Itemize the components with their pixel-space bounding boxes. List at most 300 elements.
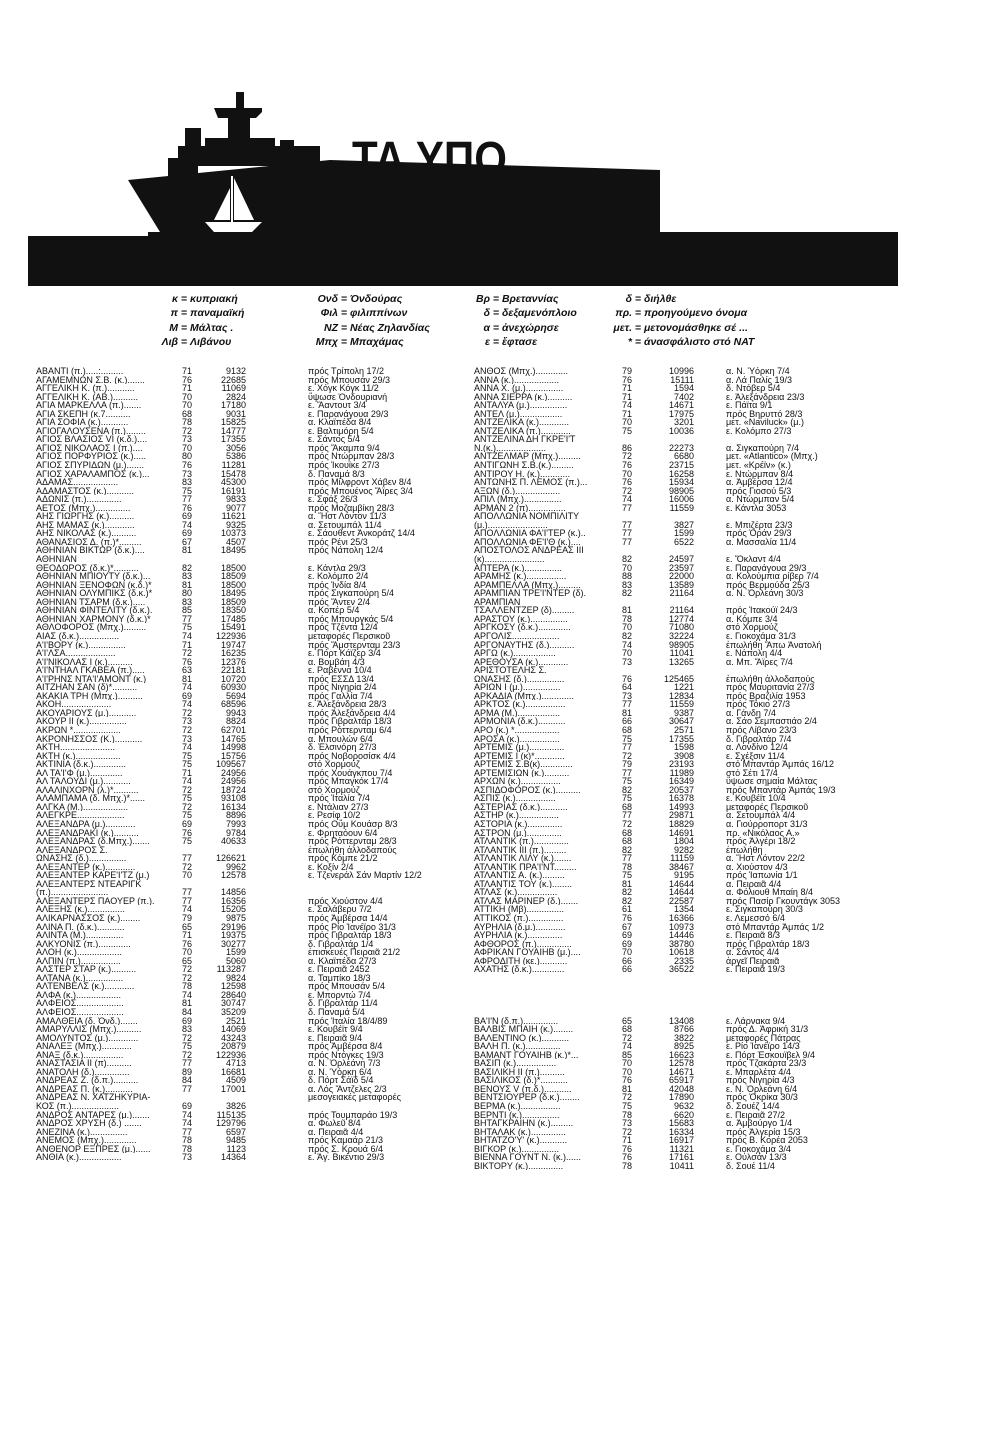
vessel-name: ΘΕΟΔΩΡΟΣ (δ.κ.)*.......... [36,563,139,573]
vessel-year: 74 [181,742,192,753]
vessel-year: 79 [621,759,632,770]
vessel-year: 74 [621,1041,632,1052]
legend-key: α [483,321,490,334]
vessel-entry [474,1111,974,1120]
vessel-year: 72 [621,750,632,761]
vessel-status: πρός Ρένι 25/3 [308,536,368,547]
vessel-entry [36,683,476,692]
vessel-status: α. Ἥστ Λόντον 22/2 [726,853,805,864]
vessel-entry [474,1128,974,1137]
vessel-status: δ. Παναμά 8/3 [308,468,365,479]
vessel-name: ΑΓΙΟΣ ΧΑΡΑΛΑΜΠΟΣ (κ.)... [36,469,150,479]
vessel-year: 72 [621,451,632,462]
vessel-name: ΑΛΕΞΑΝΤΕΡ ΚΑΡΕ'Ι'ΤΖ (μ.) [36,871,150,880]
vessel-status: ὕψωσε σημαία Μάλτας [726,776,818,787]
vessel-status: α. Σάντος 4/4 [726,947,780,958]
vessel-year: 71 [181,639,192,650]
vessel-year: 77 [181,1058,192,1069]
vessel-entry [36,999,476,1008]
vessel-entry [36,923,476,932]
vessel-name: ΑΚΟΗ.................... [36,700,112,709]
vessel-entry [36,743,476,752]
vessel-tonnage: 10973 [668,921,694,932]
vessel-tonnage: 42048 [668,1083,694,1094]
vessel-name: ΒΑΣΙΛΙΚΗ ΙΙ (π.).......... [474,1067,565,1077]
legend-key: ΝΖ [324,321,338,334]
vessel-tonnage: 9387 [673,707,694,718]
vessel-entry [36,546,476,555]
vessel-status: α. Λονδίνο 12/4 [726,742,788,753]
vessel-entry [474,1076,974,1085]
vessel-status: ε. Ντάλιαν 27/3 [308,801,369,812]
vessel-status: δ. Γιβραλτάρ 7/4 [726,733,792,744]
vessel-year: 71 [621,391,632,402]
legend-row [138,306,244,320]
vessel-year: 81 [181,545,192,556]
vessel-year: 75 [621,425,632,436]
vessel-name: ΑΡΑΜΠΙΑΝ [474,597,521,607]
vessel-entry [474,1136,974,1145]
vessel-year: 76 [181,938,192,949]
vessel-tonnage: 10373 [220,528,246,539]
vessel-entry [36,529,476,538]
vessel-tonnage: 30647 [668,716,694,727]
vessel-entry [474,555,974,564]
vessel-year: 77 [181,895,192,906]
vessel-entry [474,435,974,444]
vessel-name: ΑΝΔΡΟΣ ΧΡΥΣΗ (δ.) ....... [36,1119,142,1128]
vessel-name: ΑΘΗΝΙΑΝ ΤΣΑΡΜ (δ.κ.)..... [36,597,146,607]
vessel-status: α. Ἥστ Λόντον 11/3 [308,511,387,522]
vessel-name: ΑΚΡΩΝ *................... [36,725,121,735]
vessel-year: 76 [181,374,192,385]
vessel-entry [36,444,476,453]
vessel-name: ΑΝΝΑ ΣΙΕΡΡΑ (κ.).......... [474,392,573,402]
vessel-tonnage: 9784 [225,827,246,838]
vessel-tonnage: 9195 [673,870,694,881]
vessel-status: πρός Γαλλία 7/4 [308,690,373,701]
vessel-name: ΑΡΓΚΟΣΥ (δ.κ.)............. [474,623,571,632]
vessel-status: ε. Ἁγ. Βικέντιο 29/3 [308,1152,385,1163]
vessel-name: ΑΚΟΥΡ ΙΙ (κ.)............... [36,717,127,726]
vessel-entry [36,495,476,504]
vessel-entry [36,418,476,427]
vessel-status: ε. Πειραιᾶ 27/2 [726,1109,786,1120]
vessel-entry [36,726,476,735]
vessel-year: 83 [621,579,632,590]
vessel-year: 70 [621,417,632,428]
vessel-entry [474,683,974,692]
vessel-status: ε. Ὄκλαντ 4/4 [726,554,781,565]
vessel-status: ε. Κάντλα 29/3 [308,562,366,573]
vessel-status: πρός Ἰκουϊκε 27/3 [308,460,380,471]
vessel-entry [474,538,974,547]
vessel-year: 81 [621,1083,632,1094]
vessel-status: πρός Μπουργκάς 5/4 [308,613,394,624]
vessel-year: 77 [181,1126,192,1137]
vessel-name: ΑΧΑΤΗΣ (δ.κ.)............. [474,965,565,974]
vessel-name: ΑΤΛΑΝΤΙΚ ΙΙΙ (π.)......... [474,845,567,855]
vessel-name: ΑΠΟΛΛΩΝΙΑ ΦΑ'Ι'ΤΕΡ (κ.).. [474,529,586,538]
vessel-tonnage: 24956 [220,776,246,787]
vessel-tonnage: 15934 [668,477,694,488]
vessel-name: ΑΝΑΣΤΑΣΙΑ ΙΙ (π).......... [36,1059,132,1068]
vessel-year: 88 [621,571,632,582]
vessel-year: 76 [181,827,192,838]
vessel-entry [36,1093,476,1102]
vessel-name: ΑΡΑΜΠΕΛΛΑ (Μπχ.)......... [474,580,581,590]
vessel-name: ΑΔΑΜΑΣ.................. [36,478,119,487]
vessel-status: πρός Χουάγκπου 7/4 [308,767,393,778]
vessel-entry [36,871,476,880]
legend-value: Μάλτας . [189,321,234,334]
vessel-year: 78 [621,861,632,872]
vessel-entry [474,743,974,752]
vessel-name: ΑΝΤΙΡΟΥ Η. (κ.)............ [474,469,571,479]
vessel-year: 68 [621,827,632,838]
vessel-year: 81 [181,673,192,684]
vessel-year: 77 [621,502,632,513]
vessel-entry [36,1119,476,1128]
legend-equals: = [632,335,644,348]
vessel-name: Α'Ι'ΡΗΝΣ ΝΤΑ'Ι'ΑΜΟΝΤ (κ.) [36,674,147,684]
vessel-tonnage: 11621 [221,511,246,522]
vessel-status: ε. Πειραιᾶ 8/3 [726,930,781,941]
vessel-year: 75 [181,1041,192,1052]
vessel-year: 76 [621,1075,632,1086]
vessel-status: ε. Πάϊτα 9/1 [726,400,773,411]
vessel-status: ε. Ραβέννα 10/4 [308,665,372,676]
vessel-tonnage: 18509 [220,596,246,607]
vessel-status: ε. Λεμεσσό 6/4 [726,913,785,923]
legend-equals: = [490,321,502,334]
title-line1: ΤΑ ΥΠΟ [352,133,507,186]
vessel-year: 72 [621,485,632,496]
vessel-year: 68 [621,1024,632,1035]
vessel-year: 64 [621,682,632,693]
legend-row [138,321,244,335]
vessel-status: δ. Παναμά 5/4 [308,1007,365,1018]
legend-equals: = [632,307,644,320]
vessel-entry [36,991,476,1000]
vessel-name: ΑΛΕΞΑΝΔΡΑΚΙ (κ.).......... [36,828,139,838]
vessel-name: ΑΛΕΞΑΝΤΕΡΣ ΠΑΟΥΕΡ (π.). [36,896,155,906]
vessel-status: ε. Φρηταόουν 6/4 [308,827,378,838]
vessel-year: 76 [621,460,632,471]
vessel-name: ΑΞΩΝ (δ.).................. [474,486,561,496]
vessel-tonnage: 14691 [668,827,694,838]
vessel-entry [36,512,476,521]
vessel-tonnage: 12834 [668,690,694,701]
vessel-status: ε. Ἀλεξάνδρεια 28/3 [308,699,387,710]
vessel-tonnage: 23597 [668,562,694,573]
vessel-status: πρός Τουμπαράο 19/3 [308,1109,398,1120]
vessel-tonnage: 65917 [668,1075,694,1086]
vessel-name: ΑΝΔΡΟΣ ΑΝΤΑΡΕΣ (μ.)....... [36,1110,150,1120]
vessel-tonnage: 11559 [669,502,694,513]
vessel-tonnage: 22273 [668,442,694,453]
vessel-tonnage: 11159 [670,853,694,864]
vessel-name: Α'Ι'ΝΙΚΟΛΑΣ Ι (κ.).......... [36,657,133,667]
vessel-entry [474,675,974,684]
vessel-year: 81 [621,707,632,718]
vessel-status: πρός Βερμούδα 25/3 [726,579,810,590]
legend-key: Ονδ [317,293,338,305]
vessel-entry [474,1008,974,1017]
vessel-status: ε. Ν. Ὀρλεάνη 6/4 [726,1083,798,1094]
vessel-tonnage: 10411 [669,1160,694,1171]
legend-value: Βρεταννίας [501,293,559,305]
vessel-status: πρός Μπουσάν 29/3 [308,374,390,385]
legend-equals: = [338,335,350,348]
vessel-name: Ν.(κ.).................... [474,443,547,453]
vessel-entry [36,974,476,983]
vessel-name: ΚΟΣ (π.)................... [36,1102,120,1111]
vessel-entry [474,529,974,538]
vessel-year: 72 [181,861,192,872]
legend-row [592,292,754,306]
vessel-name: ΑΜΑΡΥΛΛΙΣ (Μπχ.).......... [36,1025,142,1034]
vessel-list-right [474,367,974,1170]
vessel-tonnage: 17890 [668,1092,694,1103]
vessel-entry [36,658,476,667]
vessel-entry [474,811,974,820]
vessel-status: α. Μπουλών 6/4 [308,733,373,744]
vessel-status: α. Κλαϊπέδα 8/4 [308,417,372,428]
vessel-tonnage: 3827 [673,519,694,530]
vessel-entry [474,692,974,701]
vessel-tonnage: 1123 [226,1143,246,1154]
vessel-entry [36,393,476,402]
vessel-status: ἐπωλήθη [726,844,763,855]
vessel-name: ΑΛΕΞΑΝΔΡΑ (μ.)............ [36,819,136,829]
vessel-status: μεταφορές Πάτρας [726,1032,801,1043]
vessel-year: 81 [621,878,632,889]
vessel-year: 81 [621,605,632,616]
vessel-name: ΑΓΓΕΛΙΚΗ Κ. (ΑΒ.).......... [36,392,138,402]
vessel-tonnage: 14671 [668,1066,694,1077]
vessel-name: ΑΛΙΝΤΑ (Μ.)............... [36,931,124,940]
vessel-year: 72 [181,1049,192,1060]
vessel-name: ΑΓΙΟΣ ΝΙΚΟΛΑΟΣ Ι (π.).... [36,443,143,453]
vessel-status: πρός Νοβοροσίσκ 4/4 [308,750,396,761]
vessel-entry [36,1136,476,1145]
vessel-entry [474,649,974,658]
vessel-name: ΑΡΤΕΜΙΣΙΩΝ (κ.).......... [474,768,570,778]
vessel-name: ΑΚΤΙΝΙΑ (δ.κ.)............. [36,760,127,769]
legend-value: κυπριακή [189,293,238,305]
vessel-name: ΑΓΓΕΛΙΚΗ Κ. (π.)........... [36,384,135,393]
vessel-tonnage: 45300 [220,477,246,488]
vessel-status: πρός Γιβραλτάρ 18/3 [726,938,810,949]
vessel-name: ΑΛΙΚΑΡΝΑΣΣΟΣ (κ.)........ [36,914,141,923]
vessel-status: α. Σετουμπάλ 11/4 [308,519,382,530]
vessel-name: ΑΘΗΝΙΑΝ ΧΑΡΜΟΝΥ (δ.κ.)* [36,614,151,624]
vessel-entry [474,461,974,470]
vessel-year: 74 [621,639,632,650]
vessel-status: πρός Ἄντεν 2/4 [308,596,371,607]
vessel-entry [474,1162,974,1171]
vessel-year: 69 [181,1015,192,1026]
vessel-entry [474,803,974,812]
vessel-tonnage: 11559 [669,699,694,710]
vessel-status: ε. Σιγκαπούρη 30/3 [726,904,803,915]
vessel-entry [474,769,974,778]
vessel-entry [36,1042,476,1051]
vessel-status: ε. Μπιζέρτα 23/3 [726,519,793,530]
vessel-tonnage: 15491 [220,622,246,633]
vessel-year: 76 [621,673,632,684]
vessel-entry [36,931,476,940]
vessel-entry [36,1111,476,1120]
vessel-name: ΑΘΗΝΙΑΝ ΞΕΝΟΦΩΝ (κ.δ.)* [36,580,152,590]
vessel-tonnage: 3908 [673,750,694,761]
vessel-year: 78 [181,1143,192,1154]
vessel-year: 74 [181,519,192,530]
vessel-tonnage: 98905 [668,639,694,650]
vessel-year: 76 [621,913,632,923]
legend-equals: = [632,293,644,305]
vessel-year: 72 [621,1032,632,1043]
vessel-status: πρός Μπουσάν 5/4 [308,981,385,992]
vessel-name: ΑΝΤΩΝΗΣ Π. ΛΕΜΟΣ (π.)... [474,478,588,487]
vessel-entry [36,581,476,590]
vessel-tonnage: 1599 [225,947,246,958]
vessel-year: 69 [181,690,192,701]
vessel-tonnage: 1598 [673,742,694,753]
vessel-name: ΒΙΓΚΟΡ (κ.)............... [474,1144,560,1154]
vessel-tonnage: 16681 [220,1066,246,1077]
vessel-name: ΑΛΕΞΑΝΔΡΟΣ Σ. [36,845,108,855]
vessel-status: ε. Πειραιᾶ 2452 [308,964,370,975]
vessel-year: 70 [621,1058,632,1069]
vessel-entry [36,752,476,761]
legend-key: Φιλ [320,307,338,320]
vessel-name: ΑΘΗΝΙΑΝ [36,555,77,564]
vessel-year: 71 [181,767,192,778]
vessel-status: πρός Ἀλεξάνδρεια 4/4 [308,707,396,718]
vessel-year: 67 [181,536,192,547]
vessel-year: 77 [621,853,632,864]
vessel-tonnage: 2571 [673,724,694,735]
vessel-status: μεσογειακές μεταφορές [308,1092,401,1103]
legend-row [450,321,577,335]
vessel-status: ε. Σφάξ 26/3 [308,494,358,505]
vessel-status: ἐπωλήθη ἀλλοδαπούς [308,844,397,855]
vessel-year: 70 [621,562,632,573]
vessel-entry [36,615,476,624]
legend-equals: = [178,293,190,305]
vessel-entry [474,658,974,667]
vessel-status: στό Χορμούζ [726,622,778,633]
vessel-year: 70 [621,622,632,633]
vessel-year: 76 [621,1152,632,1163]
vessel-status: πρός Τόκιο 27/3 [726,699,791,710]
vessel-status: πρός Νιγηρία 4/3 [726,1075,795,1086]
vessel-year: 73 [181,733,192,744]
vessel-year: 83 [181,571,192,582]
vessel-tonnage: 28640 [220,989,246,1000]
legend-row [450,335,577,349]
vessel-name: ΑΤΛΑΝΤΙΣ Α. (κ.)......... [474,871,565,880]
vessel-name: ΑΝΤΕΛ (μ.)................. [474,409,563,419]
vessel-year: 72 [181,724,192,735]
vessel-name: ΑΡΧΩΝ (κ.)................ [474,777,561,786]
vessel-status: πρός Ἀλγέρι 18/2 [726,836,796,847]
vessel-status: πρός Ἰταλία 18/4/89 [308,1015,388,1026]
vessel-year: 89 [181,1066,192,1077]
vessel-status: πρός Β. Κορέα 2053 [726,1135,808,1146]
vessel-name: ΑΡΑΣΤΟΥ (κ.)............... [474,614,568,624]
vessel-entry [36,803,476,812]
vessel-status: δ. Ἐλσινόρη 27/3 [308,742,377,753]
vessel-tonnage: 98905 [668,485,694,496]
vessel-tonnage: 38780 [668,938,694,949]
vessel-entry [474,1017,974,1026]
vessel-name: ΑΛΕΞΑΝΔΡΑΣ (δ.Μπχ.)....... [36,837,150,846]
vessel-entry [474,418,974,427]
vessel-entry [474,632,974,641]
vessel-tonnage: 129796 [215,1118,246,1129]
vessel-entry [36,401,476,410]
vessel-status: μετ. «Κρέϊν» (κ.) [726,460,791,471]
vessel-status: α. Ν. Ὀρλεάνη 30/3 [726,588,804,599]
legend-column [298,292,430,349]
vessel-name: ΑΛΦΑ (κ.).................. [36,990,121,1000]
vessel-tonnage: 14069 [220,1024,246,1035]
legend-row [298,292,430,306]
legend-value: παναμαϊκή [189,307,245,320]
vessel-entry [36,1059,476,1068]
vessel-status: α. Κολούμπια ρίβερ 7/4 [726,571,819,582]
vessel-status: α. Φωλεῦ 8/4 [308,1118,361,1129]
vessel-name: ΒΑΣΙΛΙΚΟΣ (δ.)*........... [474,1076,568,1085]
vessel-tonnage: 9943 [225,707,246,718]
vessel-tonnage: 24597 [668,554,694,565]
vessel-status: πρός Χιούστον 4/4 [308,895,383,906]
vessel-tonnage: 7402 [673,391,694,402]
legend-row [592,335,754,349]
vessel-tonnage: 15111 [670,374,694,385]
vessel-status: α. Πειραιᾶ 4/4 [308,1126,364,1137]
vessel-tonnage: 12774 [668,613,694,624]
vessel-year: 82 [621,588,632,599]
legend-column [592,292,754,349]
legend-row [450,292,577,306]
legend-value: Μπαχάμας [349,335,404,348]
vessel-entry [474,384,974,393]
vessel-status: α. Κόμπε 3/4 [726,613,778,624]
vessel-year: 77 [621,536,632,547]
vessel-name: ΑΛΑΜΠΑΜΑ (δ. Μπχ.)*...... [36,794,145,803]
vessel-year: 78 [181,1135,192,1146]
vessel-tonnage: 16378 [668,793,694,804]
vessel-entry [36,367,476,376]
vessel-tonnage: 71080 [668,622,694,633]
vessel-entry [36,1145,476,1154]
vessel-year: 76 [621,477,632,488]
vessel-status: πρός Βραζιλία 1953 [726,690,806,701]
vessel-tonnage: 9325 [225,519,246,530]
legend-equals: = [338,293,350,305]
vessel-status: πρός Ὀράν 29/3 [726,528,792,539]
vessel-tonnage: 3056 [225,442,246,453]
vessel-name: ΑΚΤΗ (κ.).................. [36,751,121,761]
vessel-tonnage: 9824 [225,972,246,983]
vessel-name: (π.)....................... [36,888,109,897]
vessel-tonnage: 3826 [225,1101,246,1112]
vessel-name: ΤΣΑΛΛΕΝΤΖΕΡ (δ)......... [474,606,575,615]
